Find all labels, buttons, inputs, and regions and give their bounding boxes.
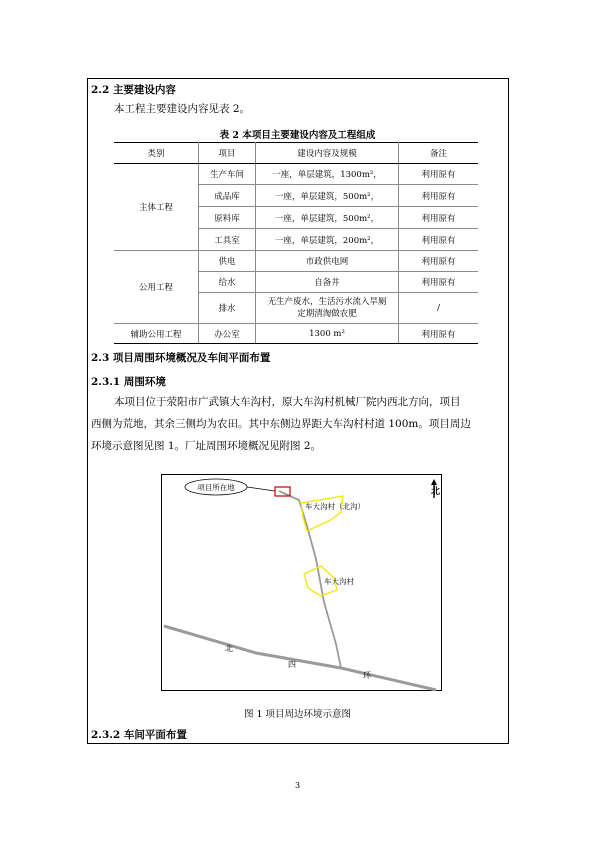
header-content: 建设内容及规模 xyxy=(256,143,399,164)
page-number: 3 xyxy=(294,781,301,790)
content-cell: 1300 m² xyxy=(256,324,399,344)
note-cell: 利用原有 xyxy=(399,251,479,272)
village-label: 车大沟村 xyxy=(324,577,354,586)
content-cell: 一座，单层建筑，500m²， xyxy=(256,207,399,229)
category-cell: 公用工程 xyxy=(114,251,199,324)
content-line: 无生产废水，生活污水流入旱厕 xyxy=(267,297,387,307)
item-cell: 成品库 xyxy=(199,185,256,207)
item-cell: 办公室 xyxy=(199,324,256,344)
note-cell: 利用原有 xyxy=(399,272,479,293)
table-row xyxy=(114,164,478,185)
content-cell: 一座，单层建筑，1300m²， xyxy=(256,164,399,185)
section-heading-2-3-1: 2.3.1 周围环境 xyxy=(91,376,166,388)
header-category: 类别 xyxy=(114,143,199,164)
item-cell: 排水 xyxy=(199,293,256,324)
item-cell: 给水 xyxy=(199,272,256,293)
north-label: 北 xyxy=(430,487,440,497)
road-label-char: 北 xyxy=(225,644,233,653)
content-cell: 市政供电网 xyxy=(256,251,399,272)
item-cell: 工具室 xyxy=(199,229,256,251)
content-cell xyxy=(256,293,399,324)
item-cell: 生产车间 xyxy=(199,164,256,185)
section-heading-2-2: 2.2 主要建设内容 xyxy=(91,84,176,96)
item-cell: 原料库 xyxy=(199,207,256,229)
note-cell: 利用原有 xyxy=(399,207,479,229)
paragraph-line: 西侧为荒地，其余三侧均为农田。其中东侧边界距大车沟村村道 100m。项目周边 xyxy=(91,418,471,430)
construction-table xyxy=(114,142,478,344)
paragraph-line: 本项目位于荥阳市广武镇大车沟村，原大车沟村机械厂院内西北方向，项目 xyxy=(114,396,461,408)
table-caption: 表 2 本项目主要建设内容及工程组成 xyxy=(219,130,376,141)
content-cell: 自备井 xyxy=(256,272,399,293)
item-cell: 供电 xyxy=(199,251,256,272)
note-cell: 利用原有 xyxy=(399,185,479,207)
header-note: 备注 xyxy=(399,143,479,164)
village-north-label: 车大沟村（北沟） xyxy=(305,502,365,511)
content-cell: 一座，单层建筑，500m²， xyxy=(256,185,399,207)
note-cell: 利用原有 xyxy=(399,164,479,185)
note-cell: / xyxy=(399,293,479,324)
figure-caption: 图 1 项目周边环境示意图 xyxy=(243,709,352,720)
category-cell: 主体工程 xyxy=(114,164,199,251)
site-label: 项目所在地 xyxy=(197,483,235,492)
section-heading-2-3-2: 2.3.2 车间平面布置 xyxy=(91,729,187,741)
section-heading-2-3: 2.3 项目周围环境概况及车间平面布置 xyxy=(91,352,271,364)
road-label-char: 四 xyxy=(288,660,296,669)
table-header-row xyxy=(114,143,478,164)
table-row xyxy=(114,251,478,272)
header-item: 项目 xyxy=(199,143,256,164)
table-row xyxy=(114,324,478,344)
surrounding-environment-map xyxy=(161,474,442,691)
category-cell: 辅助公用工程 xyxy=(114,324,199,344)
content-line: 定期清淘做农肥 xyxy=(297,309,357,319)
note-cell: 利用原有 xyxy=(399,229,479,251)
section-intro: 本工程主要建设内容见表 2。 xyxy=(114,103,251,115)
note-cell: 利用原有 xyxy=(399,324,479,344)
paragraph-line: 环境示意图见图 1。厂址周围环境概况见附图 2。 xyxy=(91,440,322,452)
road-label-char: 环 xyxy=(363,671,371,680)
content-cell: 一座，单层建筑，200m²， xyxy=(256,229,399,251)
